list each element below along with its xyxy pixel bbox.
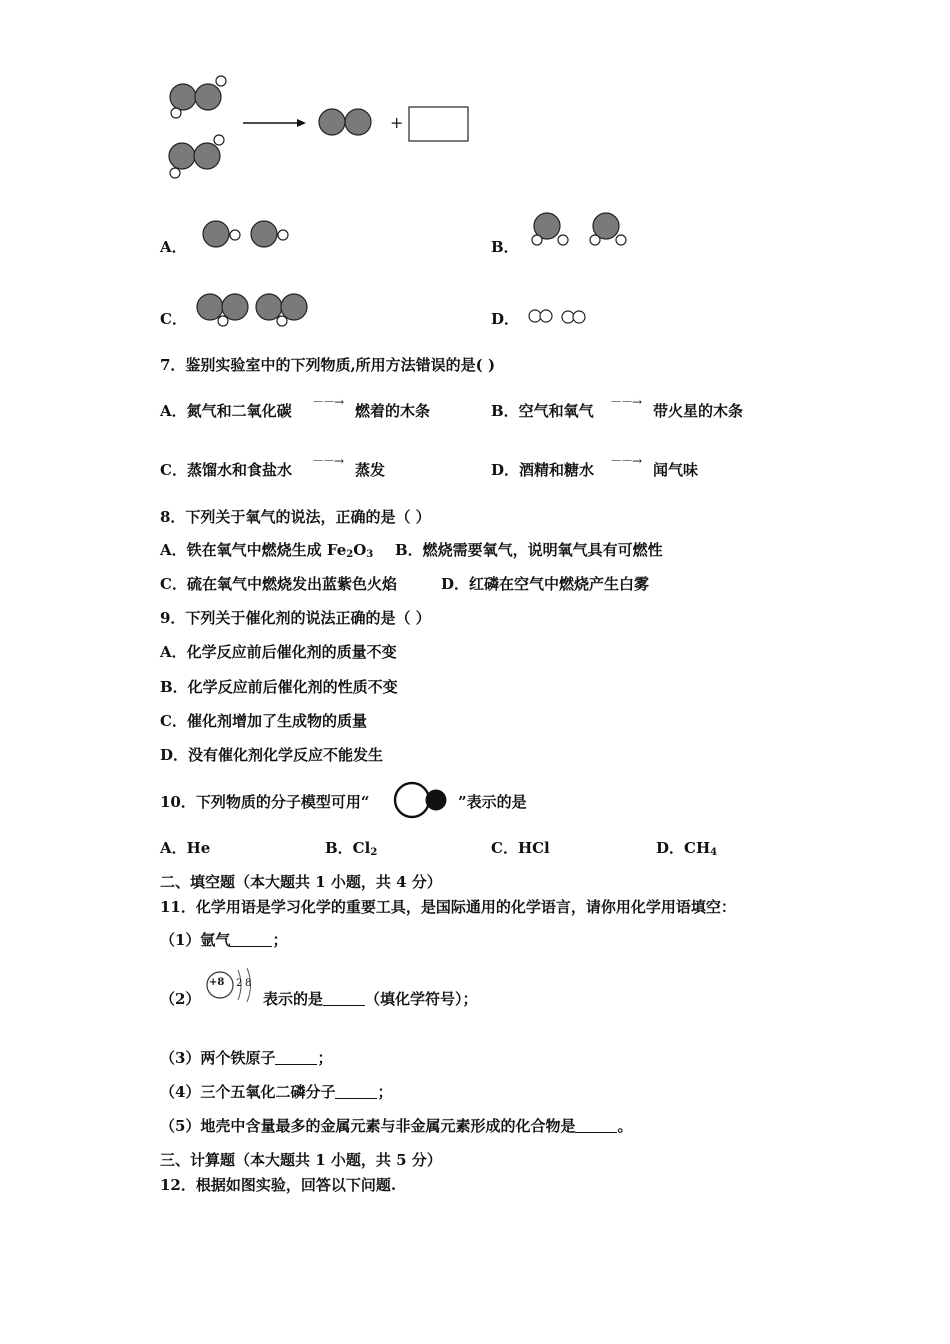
q6-option-a-diagram [195, 218, 305, 258]
q11-part-2-prefix: （2） [160, 990, 201, 1008]
q9-option-d[interactable]: D．没有催化剂化学反应不能发生 [160, 746, 384, 764]
q11-part-4-text: （4）三个五氧化二磷分子 [160, 1083, 336, 1101]
q6-option-b-diagram [525, 205, 645, 250]
answer-box [409, 107, 468, 141]
q11-part-1-end: ； [272, 931, 288, 949]
q11-part-3-blank[interactable] [275, 1050, 317, 1065]
q10-option-d-sub: 4 [710, 847, 718, 858]
q7-option-d-label: D．酒精和糖水 [491, 461, 595, 479]
q10-option-a[interactable]: A．He [160, 839, 211, 857]
reactant-1-atom-small-b [171, 108, 181, 118]
q8-option-d[interactable]: D．红磷在空气中燃烧产生白雾 [441, 575, 650, 593]
q11-part-2-end: （填化学符号）； [365, 990, 478, 1008]
q7-option-c-method: 蒸发 [355, 461, 386, 479]
q9-stem: 9．下列关于催化剂的说法正确的是（ ） [160, 609, 431, 627]
q11-part-2 [263, 990, 478, 1008]
reactant-1-atom-big-b [195, 84, 221, 110]
q7-option-c[interactable] [160, 461, 292, 479]
plus-sign: + [390, 113, 404, 132]
q11-part-1-text: （1）氩气 [160, 931, 231, 949]
q10-molecule-model [392, 780, 456, 820]
q10-option-b[interactable] [325, 839, 377, 862]
atom-nucleus-charge: +8 [209, 977, 225, 988]
q7-option-b-method: 带火星的木条 [653, 402, 744, 420]
q6-option-d-label[interactable]: D． [491, 310, 520, 328]
q7-option-b-label: B．空气和氧气 [491, 402, 594, 420]
q8-stem: 8．下列关于氧气的说法，正确的是（ ） [160, 508, 431, 526]
q6-option-d-diagram [525, 306, 595, 330]
q9-option-a[interactable]: A．化学反应前后催化剂的质量不变 [160, 643, 397, 661]
q7-option-d[interactable] [491, 461, 594, 479]
q11-part-3 [160, 1049, 332, 1067]
q8-option-a-text: A．铁在氧气中燃烧生成 Fe [160, 541, 347, 559]
reactant-2-atom-big-b [194, 143, 220, 169]
q11-part-5-blank[interactable] [575, 1118, 617, 1133]
q10-option-d-text: D．CH [656, 839, 711, 857]
q8-option-a-sub2: 3 [366, 549, 374, 560]
q7-option-a-method: 燃着的木条 [355, 402, 431, 420]
atom-shell-1-electrons: 2 [236, 978, 243, 989]
q10-option-b-text: B．Cl [325, 839, 371, 857]
q7-option-c-label: C．蒸馏水和食盐水 [160, 461, 292, 479]
q7-option-c-arrow: －－→ [312, 454, 344, 468]
q11-part-2-blank[interactable] [323, 991, 365, 1006]
q7-option-a[interactable] [160, 402, 292, 420]
q6-option-b-label[interactable]: B． [491, 238, 519, 256]
q11-stem: 11．化学用语是学习化学的重要工具，是国际通用的化学语言，请你用化学用语填空： [160, 898, 736, 916]
q8-option-b[interactable]: B．燃烧需要氧气，说明氧气具有可燃性 [395, 541, 663, 559]
reactant-1-atom-small-a [216, 76, 226, 86]
q11-part-1 [160, 931, 287, 949]
q11-part-4-blank[interactable] [335, 1084, 377, 1099]
q10-stem-pre: 10．下列物质的分子模型可用“ [160, 793, 370, 811]
q11-part-5 [160, 1117, 632, 1135]
q7-option-b-arrow: －－→ [610, 395, 642, 409]
q12-stem: 12．根据如图实验，回答以下问题. [160, 1176, 397, 1194]
q7-option-b[interactable] [491, 402, 594, 420]
q10-stem-post: ”表示的是 [458, 793, 527, 811]
q11-part-3-end: ； [317, 1049, 333, 1067]
q11-part-1-blank[interactable] [230, 932, 272, 947]
q6-option-c-diagram [190, 290, 320, 330]
q7-option-d-arrow: －－→ [610, 454, 642, 468]
q11-part-2-text: 表示的是 [263, 990, 324, 1008]
q10-option-b-sub: 2 [370, 847, 378, 858]
q8-option-a-sub1: 2 [346, 549, 354, 560]
q7-option-a-label: A．氮气和二氧化碳 [160, 402, 292, 420]
product-atom-a [319, 109, 345, 135]
q11-part-5-text: （5）地壳中含量最多的金属元素与非金属元素形成的化合物是 [160, 1117, 576, 1135]
q11-part-4 [160, 1083, 392, 1101]
reactant-2-atom-big-a [169, 143, 195, 169]
reaction-arrow [243, 119, 306, 127]
atom-shell-2-electrons: 8 [245, 978, 252, 989]
reaction-diagram [0, 0, 480, 180]
reactant-1-atom-big-a [170, 84, 196, 110]
q8-option-c[interactable]: C．硫在氧气中燃烧发出蓝紫色火焰 [160, 575, 397, 593]
q7-option-d-method: 闻气味 [653, 461, 699, 479]
q10-option-c[interactable]: C．HCl [491, 839, 550, 857]
product-atom-b [345, 109, 371, 135]
q8-option-a[interactable] [160, 541, 373, 564]
reactant-2-atom-small-b [170, 168, 180, 178]
q10-option-d[interactable] [656, 839, 717, 862]
q9-option-b[interactable]: B．化学反应前后催化剂的性质不变 [160, 678, 398, 696]
q7-option-a-arrow: －－→ [312, 395, 344, 409]
section-3-heading: 三、计算题（本大题共 1 小题，共 5 分） [160, 1151, 442, 1169]
q9-option-c[interactable]: C．催化剂增加了生成物的质量 [160, 712, 367, 730]
q11-part-4-end: ； [377, 1083, 393, 1101]
q7-stem: 7．鉴别实验室中的下列物质,所用方法错误的是( ) [160, 356, 496, 374]
section-2-heading: 二、填空题（本大题共 1 小题，共 4 分） [160, 873, 442, 891]
q11-part-5-end: 。 [617, 1117, 633, 1135]
q11-part-3-text: （3）两个铁原子 [160, 1049, 276, 1067]
q8-option-a-mid: O [353, 541, 367, 559]
reactant-2-atom-small-a [214, 135, 224, 145]
q6-option-c-label[interactable]: C． [160, 310, 187, 328]
q6-option-a-label[interactable]: A． [160, 238, 187, 256]
